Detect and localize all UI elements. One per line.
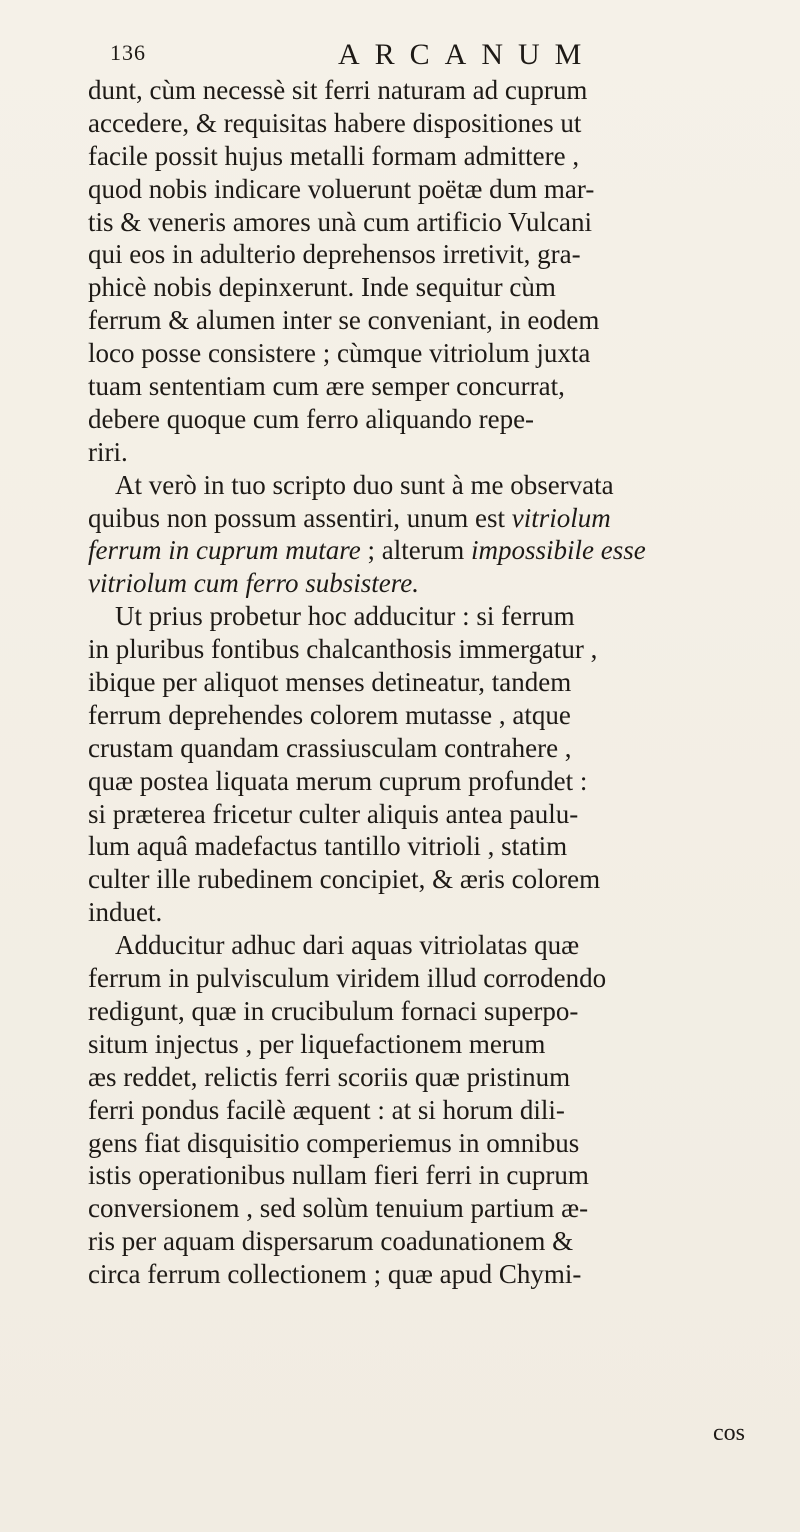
text-line [88, 206, 788, 239]
line-text: qui eos in adulterio deprehensos irretivit, gra- [88, 239, 581, 270]
line-text: accedere, & requisitas habere dispositiones ut [88, 107, 582, 138]
text-line [88, 1094, 788, 1127]
text-line [88, 929, 788, 962]
line-text: si præterea fricetur culter aliquis antea paulu- [88, 798, 579, 829]
line-text: dunt, cùm necessè sit ferri naturam ad cuprum [88, 75, 588, 105]
line-text: æs reddet, relictis ferri scoriis quæ pristinum [88, 1061, 571, 1092]
text-line [88, 1258, 788, 1291]
line-text: quæ postea liquata merum cuprum profundet : [88, 765, 588, 796]
italic-phrase: vitriolum [505, 502, 611, 533]
text-line [88, 403, 788, 436]
text-line [88, 1225, 788, 1258]
line-text: loco posse consistere ; cùmque vitriolum juxta [88, 338, 591, 369]
text-line [88, 74, 788, 107]
text-line [88, 1061, 788, 1094]
line-text: tis & veneris amores unà cum artificio Vulcani [88, 206, 592, 237]
text-line [88, 896, 788, 929]
line-text: Adducitur adhuc dari aquas vitriolatas quæ [115, 930, 580, 961]
page-header [110, 38, 730, 72]
line-text: ris per aquam dispersarum coadunationem & [88, 1226, 574, 1257]
line-text: circa ferrum collectionem ; quæ apud Chymi- [88, 1259, 582, 1290]
text-line [88, 436, 788, 469]
text-line [88, 1159, 788, 1192]
line-text: quod nobis indicare voluerunt poëtæ dum mar- [88, 173, 595, 204]
italic-phrase: ferrum in cuprum mutare [88, 535, 361, 566]
line-text: culter ille rubedinem concipiet, & æris colorem [88, 864, 601, 895]
text-line [88, 271, 788, 304]
line-text: debere quoque cum ferro aliquando repe- [88, 403, 535, 434]
text-line [88, 798, 788, 831]
line-text: ; alterum [360, 535, 471, 566]
line-text: ferri pondus facilè æquent : at si horum dili- [88, 1094, 565, 1125]
line-text: gens fiat disquisitio comperiemus in omnibus [88, 1127, 580, 1158]
running-title: ARCANUM [338, 38, 597, 71]
line-text: conversionem , sed solùm tenuium partium æ- [88, 1193, 589, 1224]
line-text: ferrum in pulvisculum viridem illud corrodendo [88, 963, 607, 994]
text-line [88, 1127, 788, 1160]
line-text: ferrum deprehendes colorem mutasse , atque [88, 699, 571, 730]
line-text: At verò in tuo scripto duo sunt à me observata [115, 469, 614, 500]
text-line [88, 534, 788, 567]
line-text: istis operationibus nullam fieri ferri in cuprum [88, 1160, 589, 1191]
line-text: Ut prius probetur hoc adducitur : si ferrum [115, 601, 575, 632]
text-line [88, 830, 788, 863]
catchword: cos [713, 1420, 745, 1446]
text-line [88, 370, 788, 403]
text-line [88, 502, 788, 535]
page-number: 136 [110, 40, 146, 65]
text-line [88, 238, 788, 271]
text-line [88, 666, 788, 699]
line-text: induet. [88, 897, 163, 928]
text-line [88, 567, 788, 600]
line-text: tuam sententiam cum ære semper concurrat, [88, 371, 565, 402]
text-line [88, 107, 788, 140]
line-text: phicè nobis depinxerunt. Inde sequitur cùm [88, 272, 556, 303]
italic-phrase: vitriolum cum ferro subsistere. [88, 568, 419, 599]
text-line [88, 633, 788, 666]
text-line [88, 173, 788, 206]
line-text: lum aquâ madefactus tantillo vitrioli , statim [88, 831, 568, 862]
text-line [88, 337, 788, 370]
text-line [88, 600, 788, 633]
text-line [88, 304, 788, 337]
text-line [88, 765, 788, 798]
line-text: ferrum & alumen inter se conveniant, in eodem [88, 305, 600, 336]
text-line [88, 863, 788, 896]
line-text: quibus non possum assentiri, unum est [88, 502, 505, 533]
line-text: facile possit hujus metalli formam admittere , [88, 140, 580, 171]
italic-phrase: impossibile esse [470, 535, 646, 566]
text-line [88, 995, 788, 1028]
text-line [88, 1028, 788, 1061]
line-text: riri. [88, 436, 128, 467]
text-line [88, 732, 788, 765]
line-text: ibique per aliquot menses detineatur, tandem [88, 667, 572, 698]
line-text: in pluribus fontibus chalcanthosis immergatur , [88, 634, 598, 665]
text-line [88, 140, 788, 173]
text-line [88, 1192, 788, 1225]
line-text: crustam quandam crassiusculam contrahere , [88, 732, 572, 763]
text-line [88, 962, 788, 995]
text-line [88, 469, 788, 502]
text-line [88, 699, 788, 732]
body-text [88, 74, 788, 1291]
line-text: situm injectus , per liquefactionem merum [88, 1028, 546, 1059]
line-text: redigunt, quæ in crucibulum fornaci superpo- [88, 995, 579, 1026]
